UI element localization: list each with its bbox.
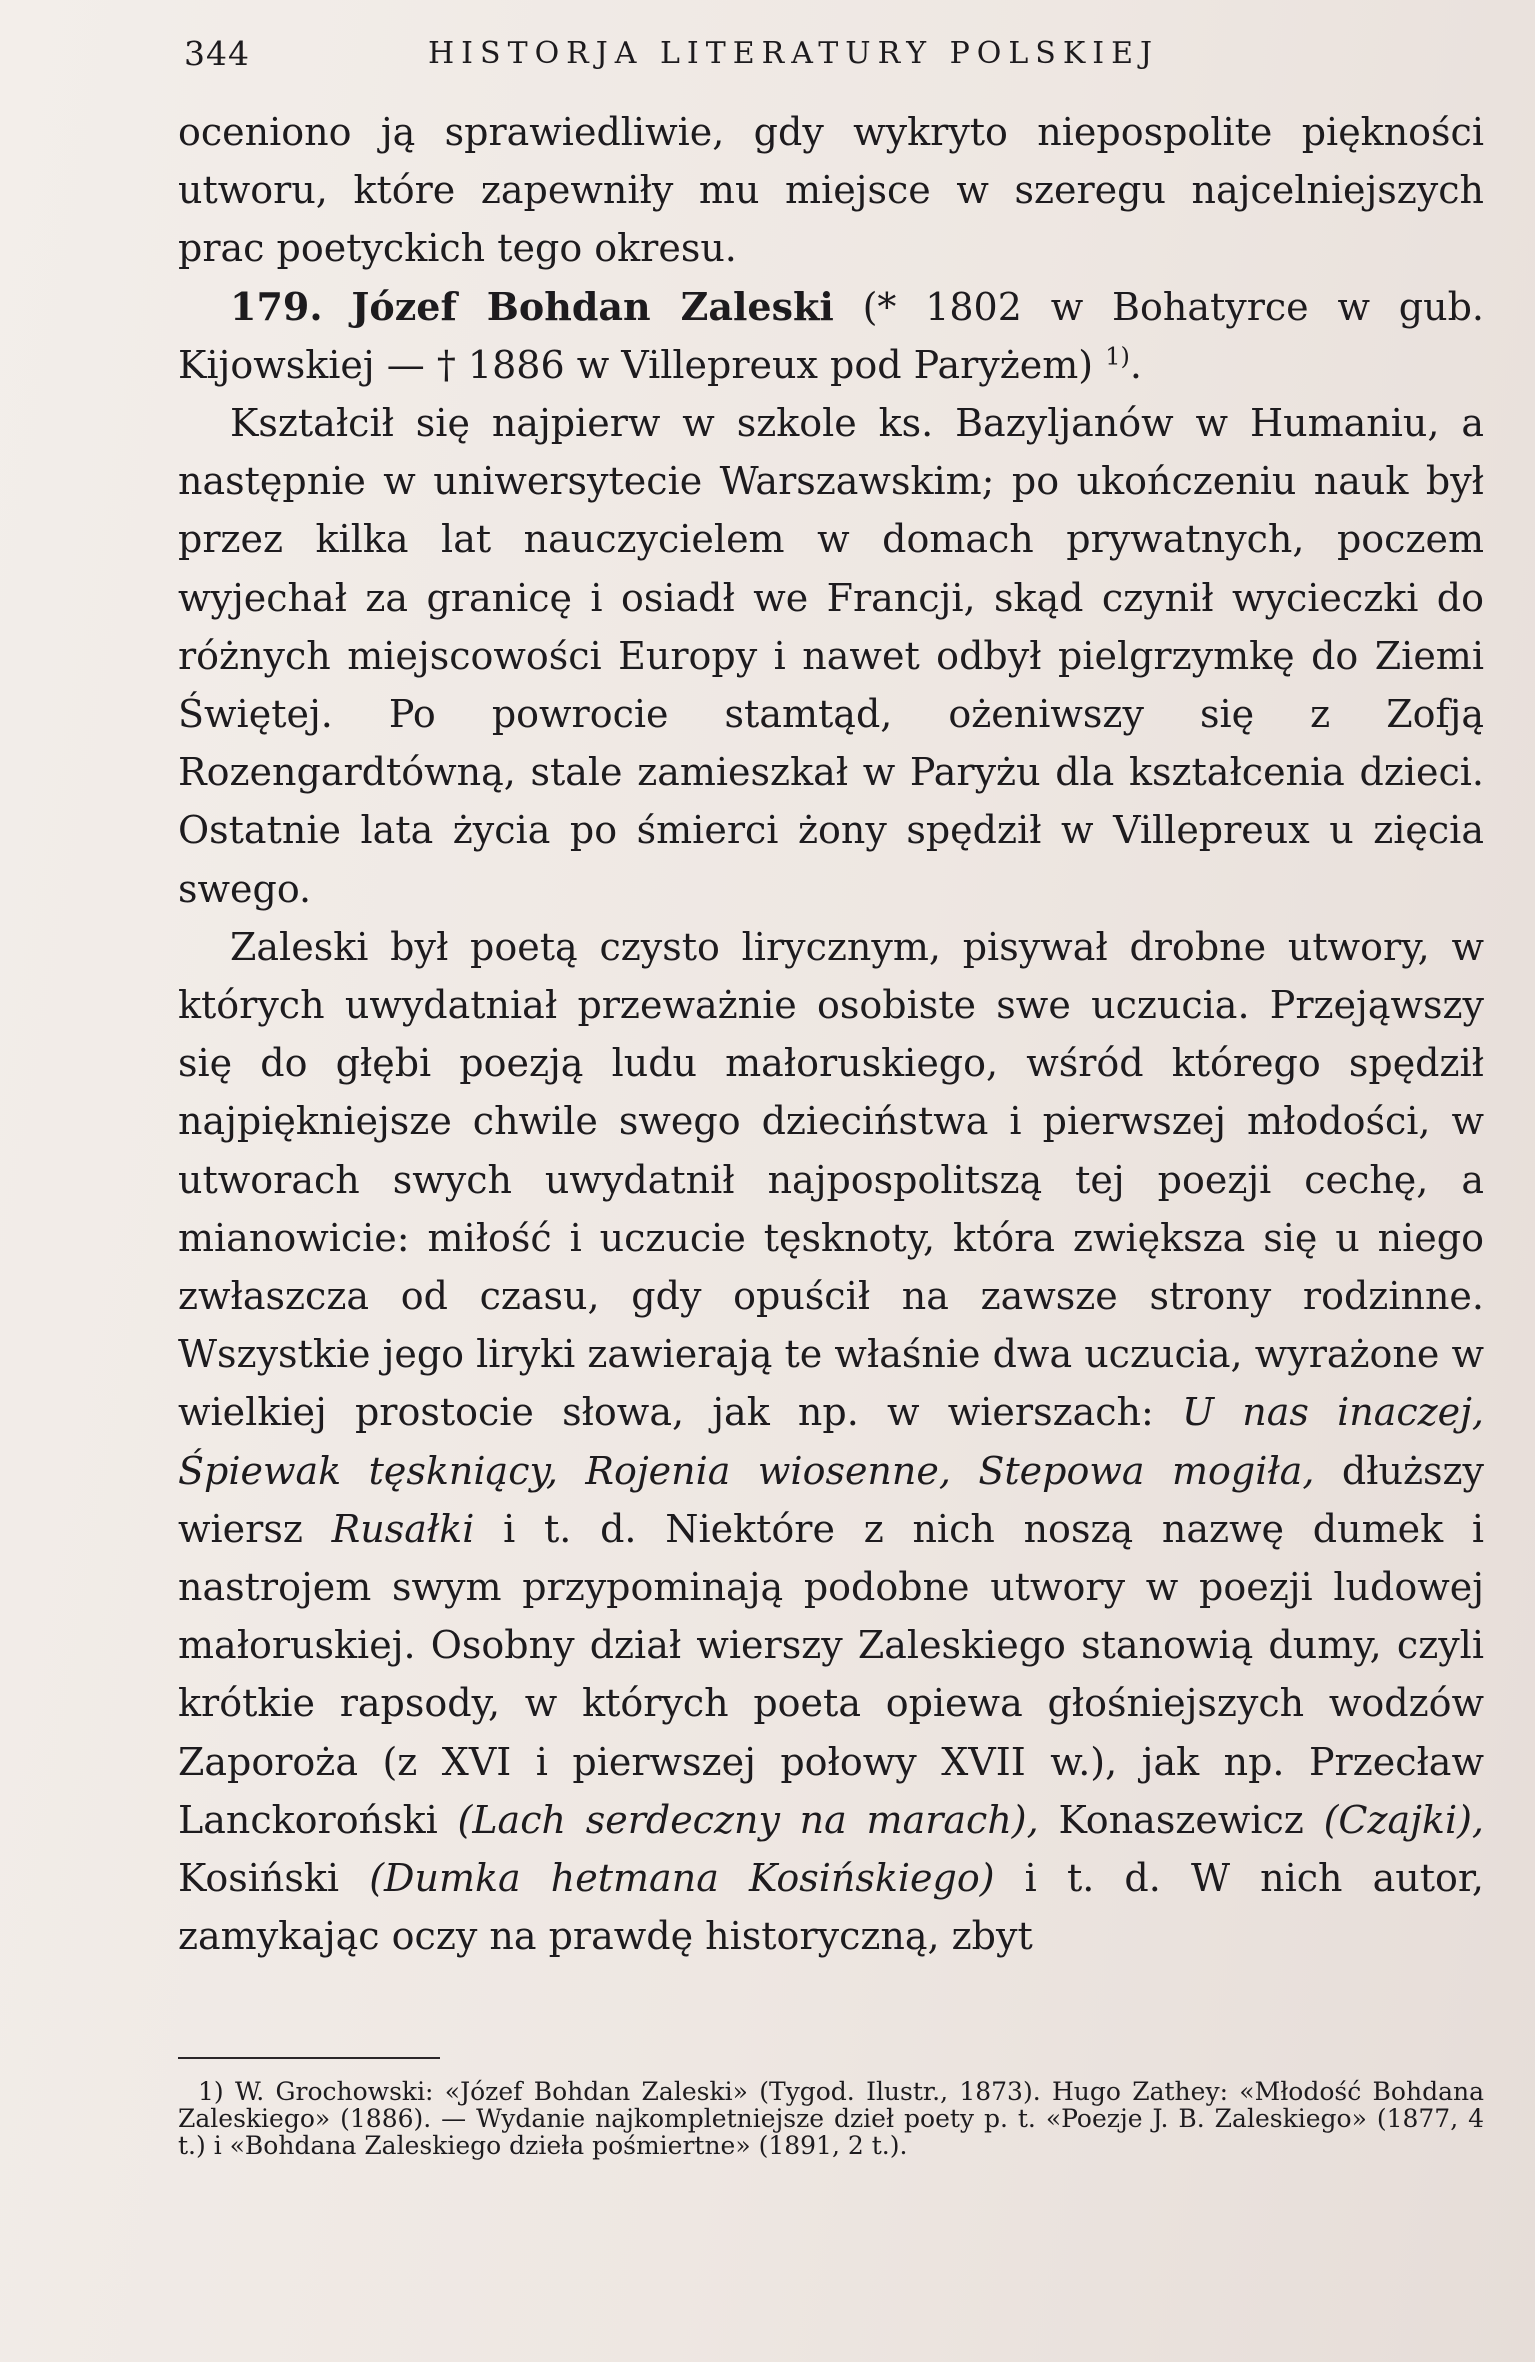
section-number: 179. bbox=[230, 283, 323, 329]
paragraph-text: dłuższy wiersz bbox=[178, 1448, 1484, 1551]
work-title: (Czajki), bbox=[1323, 1797, 1485, 1842]
paragraph-text: Kosiński bbox=[178, 1856, 370, 1901]
paragraph-text: Konaszewicz bbox=[1038, 1797, 1324, 1842]
running-head: HISTORJA LITERATURY POLSKIEJ bbox=[428, 36, 1160, 71]
paragraph-works bbox=[178, 918, 1484, 1966]
section-heading-paragraph bbox=[178, 278, 1484, 394]
footnotes bbox=[178, 2078, 1484, 2159]
work-title: (Dumka hetmana Kosińskiego) bbox=[369, 1856, 995, 1901]
work-titles: U nas inaczej, Śpiewak tęskniący, Rojenia wiosenne, Stepowa mogiła, bbox=[178, 1390, 1485, 1493]
work-title: (Lach serdeczny na marach), bbox=[457, 1797, 1039, 1842]
main-text bbox=[178, 103, 1484, 1966]
sentence-end: . bbox=[1129, 342, 1142, 387]
paragraph-continuation bbox=[178, 103, 1484, 278]
biographical-dates: (* 1802 w Bohatyrce w gub. Kijowskiej — † 1886 w Villepreux pod Paryżem) bbox=[178, 284, 1484, 387]
paragraph-biography bbox=[178, 394, 1484, 918]
footnote: 1) W. Grochowski: «Józef Bohdan Zaleski» (Tygod. Ilustr., 1873). Hugo Zathey: «Młodość Bohdana Zaleskiego» (1886). — Wydanie najkompletniejsze dzieł poety p. t. «Poezje J. B. Zaleskiego» (1877, 4 t.) i «Bohdana Zaleskiego dzieła pośmiertne» (1891, 2 t.). bbox=[178, 2077, 1484, 2160]
paragraph-text: i t. d. Niektóre z nich noszą nazwę dumek i nastrojem swym przypominają podobne utwory w poezji ludowej małoruskiej. Osobny dział wierszy Zaleskiego stanowią dumy, czyli krótkie rapsody, w których poeta opiewa głośniejszych wodzów Zaporoża (z XVI i pierwszej połowy XVII w.), jak np. Przecław Lanckoroński bbox=[178, 1506, 1485, 1842]
work-title: Rusałki bbox=[331, 1506, 475, 1551]
paragraph-text: Zaleski był poetą czysto lirycznym, pisywał drobne utwory, w których uwydatniał przeważnie osobiste swe uczucia. Przejąwszy się do głębi poezją ludu małoruskiego, wśród którego spędził najpiękniejsze chwile swego dzieciństwa i pierwszej młodości, w utworach swych uwydatnił najpospolitszą tej poezji cechę, a mianowicie: miłość i uczucie tęsknoty, która zwiększa się u niego zwłaszcza od czasu, gdy opuścił na zawsze strony rodzinne. Wszystkie jego liryki zawierają te właśnie dwa uczucia, wyrażone w wielkiej prostocie słowa, jak np. w wierszach: bbox=[178, 924, 1484, 1435]
author-name: Józef Bohdan Zaleski bbox=[351, 283, 834, 329]
footnote-rule bbox=[178, 2057, 440, 2059]
page-header bbox=[178, 28, 1498, 88]
footnote-reference: 1) bbox=[1105, 342, 1130, 371]
paragraph-text: Kształcił się najpierw w szkole ks. Bazyljanów w Humaniu, a następnie w uniwersytecie Warszawskim; po ukończeniu nauk był przez kilka lat nauczycielem w domach prywatnych, poczem wyjechał za granicę i osiadł we Francji, skąd czynił wycieczki do różnych miejscowości Europy i nawet odbył pielgrzymkę do Ziemi Świętej. Po powrocie stamtąd, ożeniwszy się z Zofją Rozengardtówną, stale zamieszkał w Paryżu dla kształcenia dzieci. Ostatnie lata życia po śmierci żony spędził w Villepreux u zięcia swego. bbox=[178, 401, 1484, 911]
paragraph-text: oceniono ją sprawiedliwie, gdy wykryto niepospolite piękności utworu, które zapewniły mu miejsce w szeregu najcelniejszych prac poetyckich tego okresu. bbox=[178, 110, 1484, 271]
page-number: 344 bbox=[184, 34, 250, 73]
paragraph-text: i t. d. W nich autor, zamykając oczy na prawdę historyczną, zbyt bbox=[178, 1856, 1484, 1959]
